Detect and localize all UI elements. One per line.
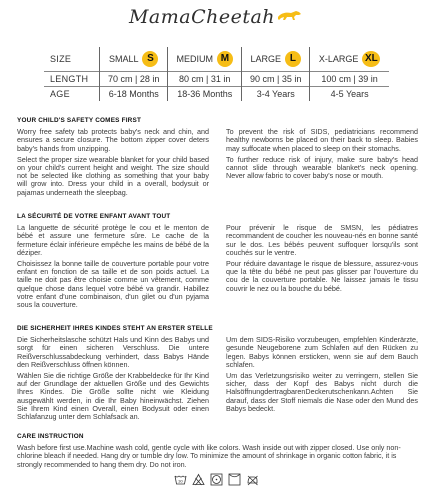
size-badge: M [217,51,233,67]
length-cell: 100 cm | 39 in [310,71,389,86]
paragraph: Select the proper size wearable blanket for your child based on your child's current height and weight. The size should not be selected like clothing as something that your baby will grow into. Dress your child in a overall, bodysuit or pajamas underneath the sleepbag. [17,154,209,197]
tumble-dry-low-icon [210,473,223,486]
size-badge: S [142,51,158,67]
paragraph: To further reduce risk of injury, make sure baby's head cannot slide through wearable blanket's neck opening. Never allow fabric to cover baby's nose or mouth. [226,154,418,181]
size-row-label: SIZE [50,53,72,64]
size-col-xlarge [310,47,389,71]
age-row-label: AGE [44,86,100,101]
safety-section-fr [17,213,418,312]
age-row [44,86,389,101]
section-title: YOUR CHILD'S SAFETY COMES FIRST [17,117,142,124]
size-name: SMALL [108,53,139,64]
length-cell: 90 cm | 35 in [242,71,310,86]
section-column-left [17,224,209,312]
no-chlorine-bleach-icon [192,473,205,486]
section-title: LA SÉCURITÉ DE VOTRE ENFANT AVANT TOUT [17,213,171,220]
length-row [44,71,389,86]
paragraph: To prevent the risk of SIDS, pediatricians recommend healthy newborns be placed on their back to sleep. Babies may suffocate when placed to sleep on their stomachs. [226,127,418,153]
age-cell: 6-18 Months [100,86,168,101]
paragraph: Um dem SIDS-Risiko vorzubeugen, empfehlen Kinderärzte, gesunde Neugeborene zum Schlafen auf den Rücken zu legen. Babys können ersticken, wenn sie auf dem Bauch schlafen. [226,335,418,369]
paragraph: Pour prévenir le risque de SMSN, les pédiatres recommandent de coucher les nouveau-nés en bonne santé sur le dos. Les bébés peuvent suffoquer lorsqu'ils sont couchés sur le ventre. [226,223,418,257]
size-name: LARGE [250,53,281,64]
length-cell: 70 cm | 28 in [100,71,168,86]
size-table [44,47,389,101]
age-cell: 18-36 Months [168,86,242,101]
cheetah-icon [276,8,304,22]
wash-temperature: 30 [178,478,183,484]
paragraph: Die Sicherheitslasche schützt Hals und Kinn des Babys und sorgt für einen sicheren Verschluss. Die untere Reißverschlussabdeckung verhindert, dass Babys Hände den Reißverschluss öffnen können. [17,335,209,369]
care-text: Wash before first use.Machine wash cold, gentle cycle with like colors. Wash inside out with zipper closed. Use only non-chlorine bleach if needed. Hang dry or tumble dry low. To minimize the amount of shrinkage in organic cotton fabric, it is strongly recommended to hang them dry. Do not iron. [17,443,401,469]
paragraph: Um das Verletzungsrisiko weiter zu verringern, stellen Sie sicher, dass der Kopf des Babys nicht durch die HalsöffnungdertragbarenDeckerutschenkann.Achten Sie darauf, dass der Stoff niemals die Nase oder den Mund des Babys bedeckt. [226,371,418,413]
size-col-medium [168,47,242,71]
safety-section-de [17,325,418,424]
size-col-small [100,47,168,71]
length-row-label: LENGTH [44,71,100,86]
paragraph: La languette de sécurité protège le cou et le menton de bébé et assure une fermeture sûre. Le cache de la fermeture éclair inférieure empêche les mains de bébé de la déziper. [17,223,209,257]
brand-logo-text: MamaCheetah [128,6,276,28]
brand-logo [0,6,433,28]
paragraph: Wählen Sie die richtige Größe der Krabbeldecke für Ihr Kind auf der Grundlage der aktuellen Größe und des Gewichts Ihres Kindes. Die Größe sollte nicht wie Kleidung ausgewählt werden, in die Ihr Baby hineinwächst. Ziehen Sie Ihrem Kind einen Overall, einen Bodysuit oder einen Schlafanzug unter dem Schlafsack an. [17,371,209,422]
size-row [44,47,389,71]
size-badge: L [285,51,301,67]
paragraph: Worry free safety tab protects baby's neck and chin, and ensures a secure closure. The bottom zipper cover deters baby's hands from unzipping. [17,127,209,153]
section-column-left [17,128,209,200]
hang-dry-icon [228,473,241,486]
size-name: MEDIUM [176,53,213,64]
care-icons [0,473,433,486]
size-name: X-LARGE [318,53,359,64]
age-cell: 3-4 Years [242,86,310,101]
care-instruction-section [17,433,418,469]
do-not-iron-icon [246,473,259,486]
size-badge: XL [362,51,380,67]
paragraph: Pour réduire davantage le risque de blessure, assurez-vous que la tête du bébé ne peut pas glisser par l'ouverture du cou de la couverture portable. Ne laissez jamais le tissu couvrir le nez ou la bouche du bébé. [226,259,418,293]
safety-section-en [17,117,418,200]
section-column-left [17,336,209,424]
section-column-right [226,224,418,312]
age-cell: 4-5 Years [310,86,389,101]
section-title: CARE INSTRUCTION [17,433,84,440]
paragraph: Choisissez la bonne taille de couverture portable pour votre enfant en fonction de sa taille et de son poids actuel. La taille ne doit pas être choisie comme un vêtement, comme quelque chose dans lequel votre bébé va grandir. Habillez votre enfant d'une combinaison, d'un gilet ou d'un pyjama sous la couverture. [17,259,209,310]
length-cell: 80 cm | 31 in [168,71,242,86]
section-column-right [226,128,418,200]
wash-30-icon [174,473,187,486]
section-title: DIE SICHERHEIT IHRES KINDES STEHT AN ERSTER STELLE [17,325,213,332]
section-column-right [226,336,418,424]
size-col-large [242,47,310,71]
